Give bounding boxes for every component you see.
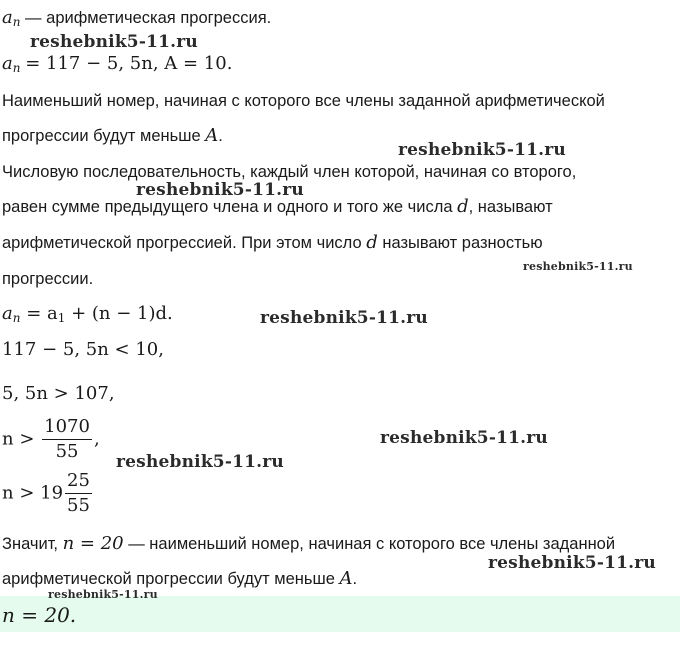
definition-line-2a: равен сумме предыдущего члена и одного и того же числа (2, 198, 458, 216)
task-line-2-text: прогрессии будут меньше (2, 127, 206, 145)
task-line-2 (2, 125, 223, 147)
concl-l2: арифметической прогрессии будут меньше (2, 570, 340, 588)
definition-line-3b: называют разностью (377, 234, 543, 252)
watermark: reshebnik5-11.ru (116, 452, 284, 472)
given-formula: = 117 − 5, 5n, A = 10. (25, 53, 233, 74)
formula-rest: + (n − 1)d. (65, 303, 173, 324)
concl-a: Значит, (2, 535, 63, 553)
line-definition (2, 7, 271, 29)
math-a-n: $a_n$ (2, 7, 21, 29)
answer-highlight (0, 596, 680, 632)
math-d-2: d (366, 232, 378, 253)
frac-num: 1070 (42, 416, 92, 440)
concl-b: — наименьший номер, начиная с которого все члены заданной (123, 535, 616, 553)
ineq3-tail: , (93, 428, 100, 450)
math-A-2: A (339, 568, 353, 589)
frac-num-2: 25 (65, 470, 92, 494)
answer-text: n = 20. (2, 603, 77, 627)
definition-line-4: прогрессии. (2, 270, 94, 288)
definition-line-3 (2, 232, 543, 254)
line1-text: — арифметическая прогрессия. (20, 9, 272, 27)
concl-math: n = 20 (62, 533, 124, 554)
task-line-1: Наименьший номер, начиная с которого все члены заданной арифметической (2, 92, 605, 110)
frac-den-2: 55 (67, 495, 90, 516)
inequality-4 (2, 470, 94, 517)
line-given (2, 53, 232, 75)
definition-line-3a: арифметической прогрессией. При этом число (2, 234, 367, 252)
watermark: reshebnik5-11.ru (488, 553, 656, 573)
fraction-25-55 (65, 470, 92, 517)
formula-mid: = a (20, 303, 58, 324)
task-line-2-dot: . (218, 127, 223, 145)
watermark: reshebnik5-11.ru (136, 180, 304, 200)
watermark: reshebnik5-11.ru (523, 260, 633, 273)
watermark: reshebnik5-11.ru (380, 428, 548, 448)
inequality-3 (2, 416, 100, 463)
conclusion-line-2 (2, 568, 357, 590)
definition-line-1: Числовую последовательность, каждый член которой, начиная со второго, (2, 163, 577, 181)
watermark: reshebnik5-11.ru (48, 588, 158, 601)
ineq4-lhs: n > 19 (2, 482, 64, 504)
frac-den: 55 (55, 441, 79, 462)
fraction-1070-55 (42, 416, 92, 463)
watermark: reshebnik5-11.ru (260, 308, 428, 328)
formula-general-term: $a_n = a_1 + (n - 1)d$. (2, 303, 173, 325)
math-A: A (205, 125, 219, 146)
watermark: reshebnik5-11.ru (398, 140, 566, 160)
definition-line-2b: , называют (468, 198, 553, 216)
concl-dot: . (352, 570, 358, 588)
watermark: reshebnik5-11.ru (30, 32, 198, 52)
ineq3-lhs: n > (2, 428, 41, 450)
math-a-n-2: $a_n$ (2, 53, 21, 75)
conclusion-line-1 (2, 533, 615, 555)
inequality-1: 117 − 5, 5n < 10, (2, 339, 164, 360)
inequality-2: 5, 5n > 107, (2, 383, 115, 404)
math-d: d (457, 196, 469, 217)
